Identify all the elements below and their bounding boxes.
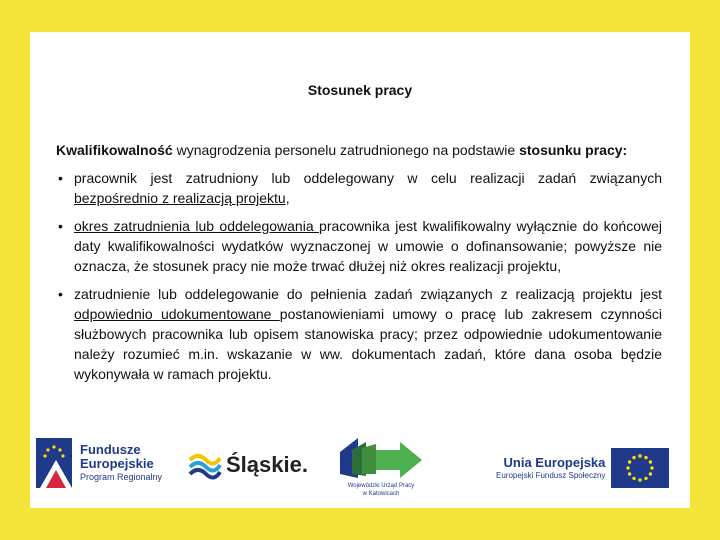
fe-line1: Fundusze [80,442,141,457]
bullet-text: , [285,190,290,206]
bullet-text: postanowieniami umowy o pracę lub zakresem czynności służbowych pracownika lub opisem stanowiska pracy; przez odpowiednie udokumentowanie należy rozumieć m.in. wskazanie w ww. dokumentach zadań, które dana osoba będzie wykonywała w ramach projektu. [74,306,662,382]
fundusze-europejskie-logo [36,438,162,488]
lead-text: wynagrodzenia personelu zatrudnionego na podstawie [172,142,520,158]
eu-flag-icon [611,448,669,488]
bullet-underlined: okres zatrudnienia lub oddelegowania [74,218,320,234]
bullet-underlined: bezpośrednio z realizacją projektu [74,190,286,206]
bullet-list [56,168,662,384]
bullet-item [56,168,662,208]
lead-paragraph [56,140,662,160]
bullet-item [56,216,662,276]
wup-line2: w Katowicach [362,491,400,497]
bullet-text: pracownika jest kwalifikowalny wyłącznie do końcowej daty kwalifikowalności wydatków wyznaczonej w umowie o dofinansowanie; powyższe nie oznacza, że stosunek pracy nie może trwać dłużej niż okres realizacji projektu, [74,218,662,274]
slaskie-logo [188,450,308,480]
logo-bar [30,430,690,506]
ue-line2: Europejski Fundusz Społeczny [496,471,606,480]
bullet-text: zatrudnienie lub oddelegowanie do pełnienia zadań związanych z realizacją projektu jest [74,286,662,302]
bullet-text: pracownik jest zatrudniony lub oddelegowany w celu realizacji zadań związanych [74,170,662,186]
slide-title: Stosunek pracy [307,82,413,98]
bullet-underlined: odpowiednio udokumentowane [74,306,280,322]
wup-arrow-icon [336,434,426,482]
slaskie-text: Śląskie. [226,452,308,477]
lead-bold-1: Kwalifikowalność [56,142,173,158]
fe-flag-icon [36,438,72,488]
bullet-item [56,284,662,384]
fe-line2: Europejskie [80,456,154,471]
unia-europejska-logo [496,448,669,488]
slide-content [56,140,662,392]
slaskie-waves-icon [188,450,222,480]
ue-line1: Unia Europejska [503,455,606,470]
wup-line1: Wojewódzki Urząd Pracy [347,483,415,489]
lead-bold-2: stosunku pracy: [519,142,628,158]
fe-line3: Program Regionalny [80,472,163,482]
wup-logo [336,434,426,498]
